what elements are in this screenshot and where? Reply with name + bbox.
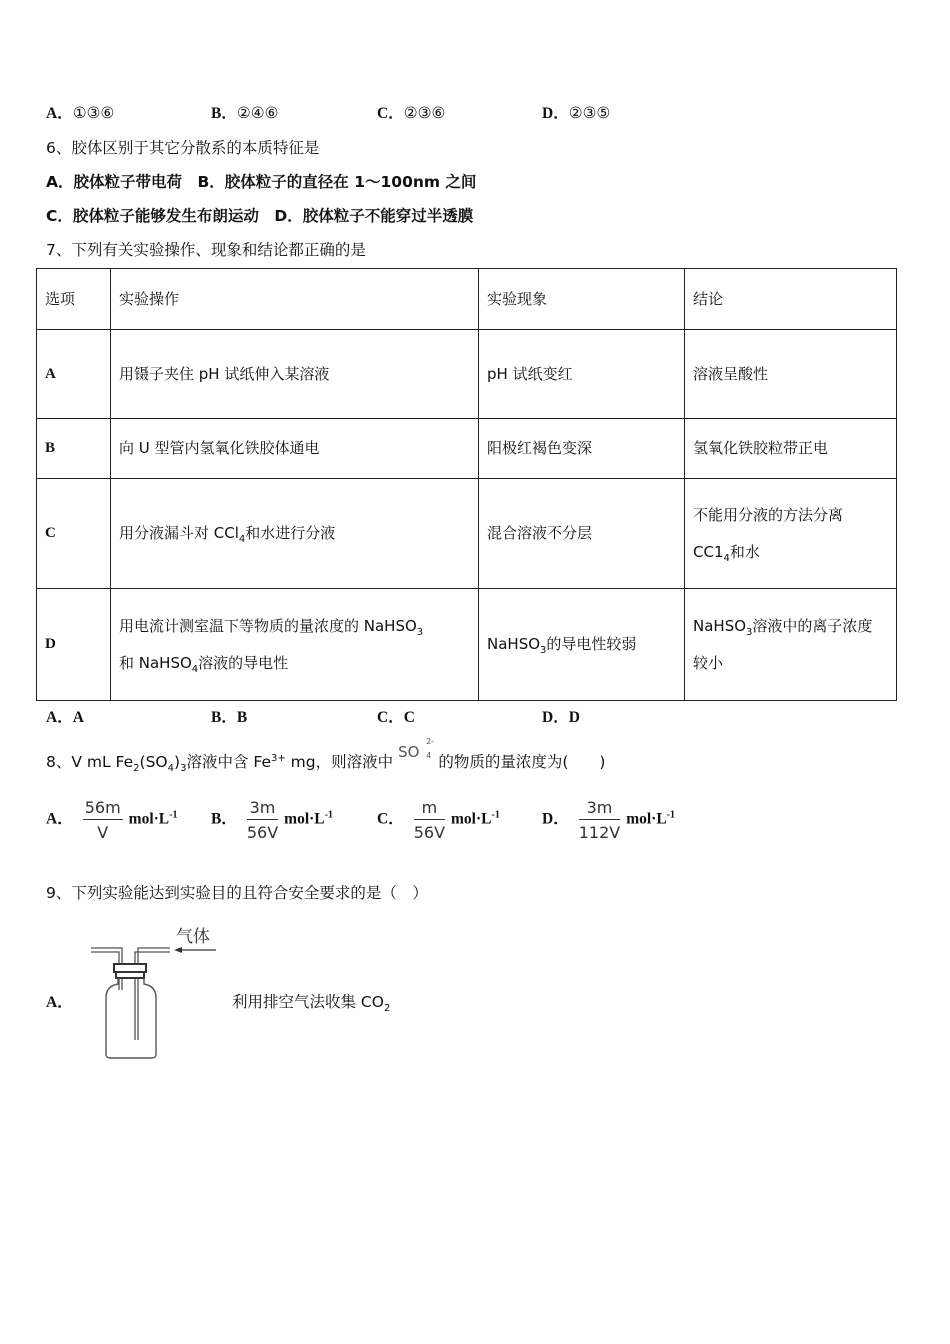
row-a-conclusion: 溶液呈酸性 bbox=[685, 330, 897, 419]
q9-option-a-text: 利用排空气法收集 $CO_2$ bbox=[232, 993, 391, 1015]
q8-stem: 8、V mL $Fe_2(SO_4)_3$溶液中含 $Fe^{3+}$ mg，则溶液中 SO 2- 4 的物质的量浓度为( ) bbox=[46, 737, 606, 775]
row-c-phenomenon: 混合溶液不分层 bbox=[479, 479, 685, 589]
row-d-option: D bbox=[37, 589, 111, 701]
fraction: $\frac{56m}{V}$ bbox=[84, 798, 121, 842]
q6-options-cd: C．胶体粒子能够发生布朗运动 D．胶体粒子不能穿过半透膜 bbox=[46, 207, 474, 225]
row-c-operation: 用分液漏斗对 CCl$_4$和水进行分液 bbox=[111, 479, 479, 589]
fraction: $\frac{3m}{56V}$ bbox=[246, 798, 279, 842]
row-b-phenomenon: 阳极红褐色变深 bbox=[479, 419, 685, 479]
header-conclusion: 结论 bbox=[685, 269, 897, 330]
row-c-option: C bbox=[37, 479, 111, 589]
gas-collection-bottle-figure bbox=[86, 918, 226, 1064]
row-c-conclusion: 不能用分液的方法分离 $CC1_4$和水 bbox=[685, 479, 897, 589]
q9-option-a-letter: A． bbox=[46, 994, 73, 1011]
header-operation: 实验操作 bbox=[111, 269, 479, 330]
q7-option-a: A．A bbox=[46, 709, 84, 726]
sulfate-ion-formula: SO 2- 4 bbox=[398, 737, 435, 761]
q8-option-c: C． $\frac{m}{56V}$ $mol\cdot L^{-1}$ bbox=[377, 798, 500, 842]
table-row bbox=[37, 419, 897, 479]
q5-option-b: B．②④⑥ bbox=[211, 104, 279, 122]
q7-stem: 7、下列有关实验操作、现象和结论都正确的是 bbox=[46, 241, 366, 259]
gas-arrow-head bbox=[174, 947, 182, 953]
q5-option-c: C．②③⑥ bbox=[377, 104, 446, 122]
q6-stem: 6、胶体区别于其它分散系的本质特征是 bbox=[46, 139, 320, 157]
header-option: 选项 bbox=[37, 269, 111, 330]
table-header-row bbox=[37, 269, 897, 330]
fraction: $\frac{3m}{112V}$ bbox=[578, 798, 621, 842]
header-phenomenon: 实验现象 bbox=[479, 269, 685, 330]
fraction: $\frac{m}{56V}$ bbox=[413, 798, 446, 842]
row-a-phenomenon: pH 试纸变红 bbox=[479, 330, 685, 419]
figure-gas-label: 气体 bbox=[176, 927, 210, 947]
q8-option-b: B． $\frac{3m}{56V}$ $mol\cdot L^{-1}$ bbox=[211, 798, 333, 842]
table-row bbox=[37, 330, 897, 419]
row-b-conclusion: 氢氧化铁胶粒带正电 bbox=[685, 419, 897, 479]
bottle bbox=[106, 978, 156, 1058]
row-d-conclusion: NaHSO$_3$溶液中的离子浓度 较小 bbox=[685, 589, 897, 701]
q7-option-c: C．C bbox=[377, 709, 415, 726]
q8-option-a: A． $\frac{56m}{V}$ $mol\cdot L^{-1}$ bbox=[46, 798, 178, 842]
q7-table bbox=[36, 268, 897, 701]
row-a-operation: 用镊子夹住 pH 试纸伸入某溶液 bbox=[111, 330, 479, 419]
right-tube bbox=[138, 948, 170, 1040]
table-row bbox=[37, 589, 897, 701]
row-d-phenomenon: NaHSO$_3$的导电性较弱 bbox=[479, 589, 685, 701]
row-b-operation: 向 U 型管内氢氧化铁胶体通电 bbox=[111, 419, 479, 479]
table-row bbox=[37, 479, 897, 589]
row-b-option: B bbox=[37, 419, 111, 479]
q9-stem: 9、下列实验能达到实验目的且符合安全要求的是（ ） bbox=[46, 884, 428, 902]
q8-option-d: D． $\frac{3m}{112V}$ $mol\cdot L^{-1}$ bbox=[542, 798, 676, 842]
row-a-option: A bbox=[37, 330, 111, 419]
stopper bbox=[114, 964, 146, 972]
row-d-operation: 用电流计测室温下等物质的量浓度的 NaHSO$_3$ 和 NaHSO$_4$溶液的导电性 bbox=[111, 589, 479, 701]
q6-options-ab: A．胶体粒子带电荷 B．胶体粒子的直径在 1～100nm 之间 bbox=[46, 173, 477, 191]
q7-option-d: D．D bbox=[542, 709, 580, 726]
q5-option-d: D．②③⑤ bbox=[542, 104, 611, 122]
q5-option-a: A．①③⑥ bbox=[46, 104, 115, 122]
q7-option-b: B．B bbox=[211, 709, 248, 726]
